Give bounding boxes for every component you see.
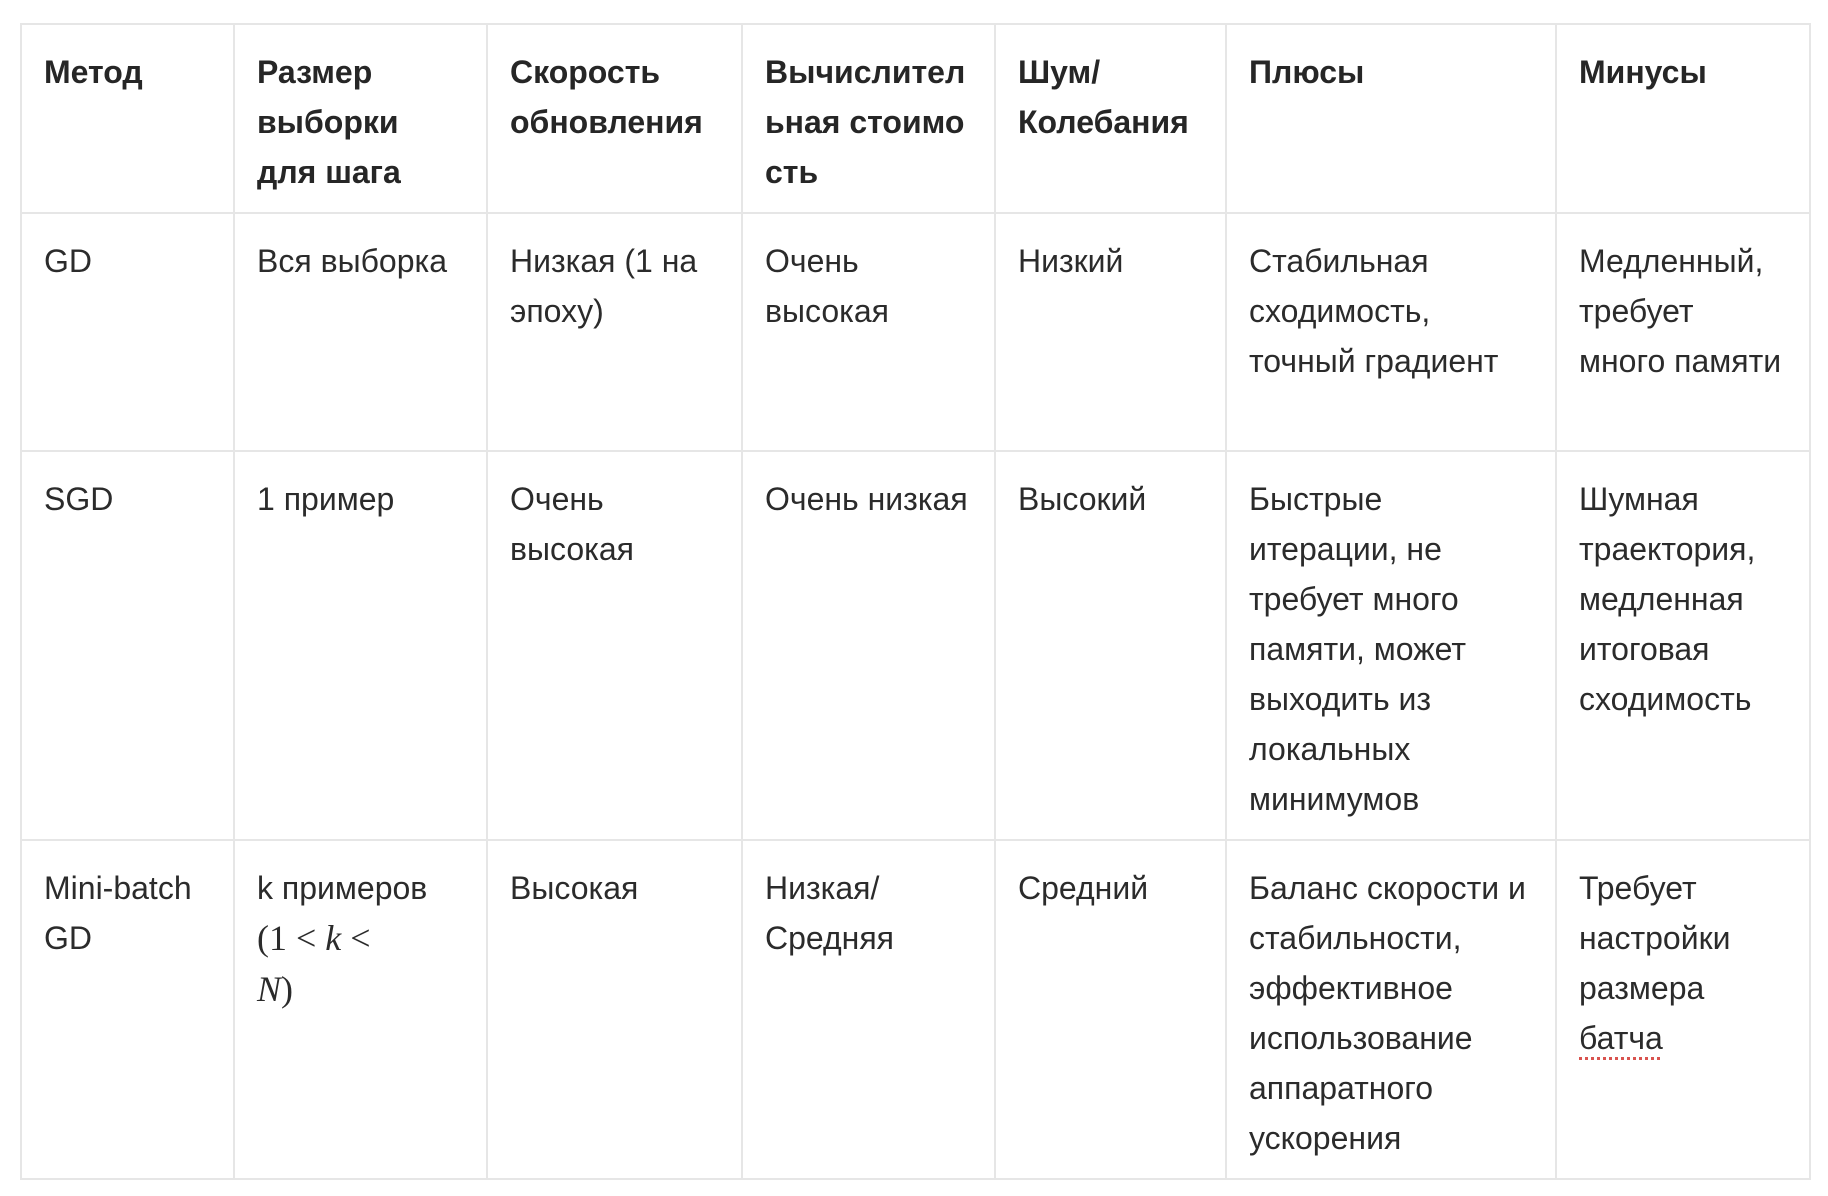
cell-cons xyxy=(1556,840,1810,1179)
header-sample-size: Размер выборки для шага xyxy=(234,24,487,213)
spellcheck-word[interactable]: батча xyxy=(1579,1020,1663,1056)
cell-pros: Баланс скорости и стабильности, эффективное использование аппаратного ускорения xyxy=(1226,840,1556,1179)
cell-method: Mini-batch GD xyxy=(21,840,234,1179)
header-cons: Минусы xyxy=(1556,24,1810,213)
cell-method: SGD xyxy=(21,451,234,840)
cell-sample-size xyxy=(234,840,487,1179)
cell-noise: Средний xyxy=(995,840,1226,1179)
cell-update-speed: Очень высокая xyxy=(487,451,742,840)
header-row xyxy=(21,24,1810,213)
cell-noise: Низкий xyxy=(995,213,1226,451)
sample-size-text: k примеров xyxy=(257,870,428,906)
cell-compute-cost: Низкая/ Средняя xyxy=(742,840,995,1179)
cell-update-speed: Высокая xyxy=(487,840,742,1179)
table-row xyxy=(21,840,1810,1179)
cell-cons: Шумная траектория, медленная итоговая сходимость xyxy=(1556,451,1810,840)
cell-sample-size: Вся выборка xyxy=(234,213,487,451)
cell-pros: Стабильная сходимость, точный градиент xyxy=(1226,213,1556,451)
cell-compute-cost: Очень высокая xyxy=(742,213,995,451)
table-row xyxy=(21,213,1810,451)
cons-text: Требует настройки размера xyxy=(1579,870,1731,1006)
header-compute-cost: Вычислительная стоимость xyxy=(742,24,995,213)
cell-compute-cost: Очень низкая xyxy=(742,451,995,840)
comparison-table xyxy=(20,23,1811,1180)
cell-update-speed: Низкая (1 на эпоху) xyxy=(487,213,742,451)
header-update-speed: Скорость обновления xyxy=(487,24,742,213)
math-formula: (1 < k < N) xyxy=(257,918,371,1009)
cell-method: GD xyxy=(21,213,234,451)
header-pros: Плюсы xyxy=(1226,24,1556,213)
header-method: Метод xyxy=(21,24,234,213)
header-noise: Шум/ Колебания xyxy=(995,24,1226,213)
cell-sample-size: 1 пример xyxy=(234,451,487,840)
table-row xyxy=(21,451,1810,840)
cell-noise: Высокий xyxy=(995,451,1226,840)
cell-pros: Быстрые итерации, не требует много памяти, может выходить из локальных минимумов xyxy=(1226,451,1556,840)
cell-cons: Медленный, требует много памяти xyxy=(1556,213,1810,451)
